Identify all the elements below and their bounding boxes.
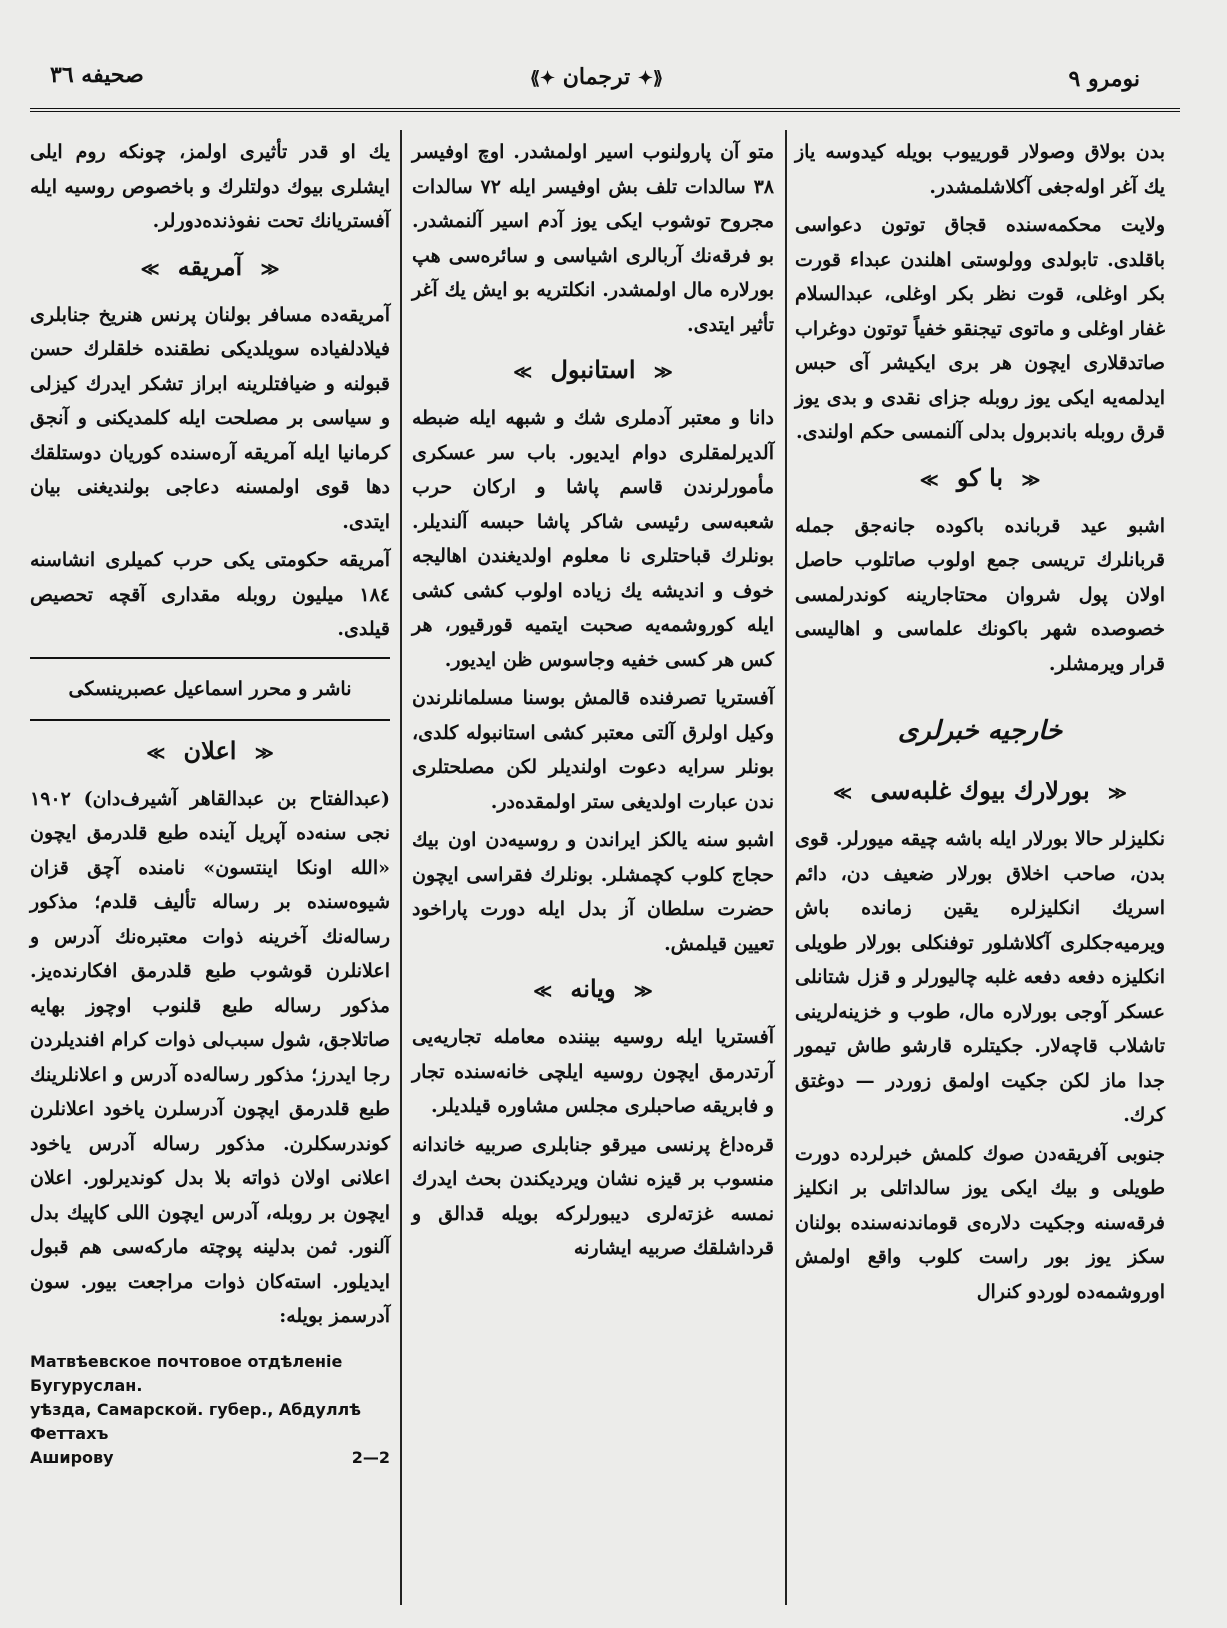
address-line [30,1446,390,1470]
article-paragraph: قره‌داغ پرنسى ميرقو جنابلرى صربيه خاندانه منسوب بر قيزه نشان ويرديكندن بحث ايدرك نمسه غزته‌لرى ديبورلركه بويله قدالق و قرداشلقك صربيه ايشارنه [412,1133,774,1259]
ornament-icon: ≪ [633,981,653,1002]
ornament-icon: ≫ [146,742,166,764]
ornament-icon: ≪ [653,362,673,383]
ornament-icon: ≪ [1107,783,1127,804]
ornament-icon: ≪ [254,742,274,764]
heading-text: بورلارك بيوك غلبه‌سى [870,776,1090,805]
article-paragraph: نكليزلر حالا بورلار ايله باشه چيقه ميورلر. قوى بدن، صاحب اخلاق بورلار ضعيف دن، دائم اسريك انكليزلره يقين زمانده باش ويرميه‌جكلرى آكلاشلور توفنكلى بورلار طويلى انكليزه دفعه دفعه غلبه چاليورلر و قزل شتانلى عسكر آوجى بورلاره مال، طوب و خزينه‌لرينى تاشلاب قاچه‌لار. جكيتلره قارشو طاش تيمور جدا ماز لكن جكيت اولمق زوردر — دوغتق كرك. [795,828,1165,1126]
article-paragraph: آفستريا ايله روسيه بيننده معامله تجاريه‌يى آرتدرمق ايچون روسيه ايلچى خانه‌سنده تجار و فابريقه صاحبلرى مجلس مشاوره قيلديلر. [412,1026,774,1117]
heading-istanbul [412,350,774,393]
column-middle [412,135,774,1270]
heading-announcement [30,731,390,774]
article-paragraph: آمريقه حكومتى يكى حرب كميلرى انشاسنه ١٨٤ ميليون روبله مقدارى آقچه تحصيص قيلدى. [30,549,390,640]
announcement-text: (عبدالفتاح بن عبدالقاهر آشيرف‌دان) ١٩٠٢ نجى سنه‌ده آپريل آينده طبع قلدرمق ايچون «الله اونكا اينتسون» نامنده آچق قزان شيوه‌سنده بر رساله تأليف قلدم؛ مذكور رساله‌نك آخرينه ذوات معتبره‌نك آدرس و اعلانلرن قوشوب طبع قلدرمق افكارنده‌يز. مذكور رساله طبع قلنوب اوچوز بهايه صاتلاجق، شول سبب‌لى ذوات كرام افنديلردن رجا ايدرز؛ مذكور رساله‌ده آدرس و اعلانلرينك طبع قلدرمق ايچون آدرسلرن ياخود اعلانلرن كوندرسكلرن. مذكور رساله آدرس ياخود اعلانى اولان ذواته بلا بدل كونديرلور. اعلان ايچون بر روبله، آدرس ايچون اللى كاپيك بدل آلنور. ثمن بدلينه پوچته ماركه‌سى هم قبول ايديلور. استه‌كان ذوات مراجعت بيور. سون آدرسمز بويله: [30,787,390,1327]
heading-text: استانبول [550,355,636,384]
insertion-count: 2—2 [351,1447,390,1467]
address-name: Аширову [30,1447,114,1467]
section-title: خارجيه خبرلرى [897,716,1063,746]
ornament-icon: ≫ [140,258,160,280]
postal-address [30,1350,390,1470]
ornament-icon: ≫ [513,362,533,383]
heading-boers [795,771,1165,814]
newspaper-title [530,64,663,90]
heading-text: ويانه [570,974,616,1003]
heading-text: با كو [956,462,1004,492]
article-paragraph: بدن بولاق وصولار قورييوب بويله كيدوسه ياز يك آغر اوله‌جغى آكلاشلمشدر. [795,141,1165,198]
ornament-icon: ≫ [833,783,852,804]
column-left [30,135,390,1470]
article-paragraph: يك او قدر تأثيرى اولمز، چونكه روم ايلى ايشلرى بيوك دولتلرك و باخصوص روسيه ايله آفستريانك تحت نفوذنده‌دورلر. [30,141,390,232]
ornament-icon: ⟪✦ [637,68,663,89]
article-paragraph: اشبو سنه يالكز ايراندن و روسيه‌دن اون بيك حجاج كلوب كچمشلر. بونلرك فقراسى ايچون حضرت سلطان آز بدل ايله دورت پاراخود تعيين قيلمش. [412,829,774,955]
article-paragraph: آفستريا تصرفنده قالمش بوسنا مسلمانلرندن وكيل اولرق آلتى معتبر كشى استانبوله كلدى، بونلر سرايه دعوت اولنديلر لكن مصلحتلرى ندن عبارت اولديغى ستر اولمقده‌در. [412,687,774,813]
ornament-icon: ✦⟫ [530,68,556,89]
divider [30,719,390,721]
header-rule [30,108,1180,112]
heading-text: آمريقه [177,251,243,281]
article-paragraph: آمريقه‌ده مسافر بولنان پرنس هنريخ جنابلرى فيلادلفياده سويلديكى نطقنده خلقلرك حسن قبولنه و ضيافتلرينه ابراز تشكر ايدرك كيزلى و سياسى بر مصلحت ايله كلمديكنى و آنجق كرمانيا ايله آمريقه آره‌سنده كوريان دوستلقك دها قوى اولمسنه دعاجى بولنديغنى بيان ايتدى. [30,303,390,533]
heading-vienna [412,969,774,1012]
ornament-icon: ≫ [533,981,553,1002]
column-divider [785,130,787,1605]
address-line: Матвѣевское почтовое отдѣленіе Бугуруслан. [30,1351,343,1395]
issue-number: نومرو ٩ [1068,66,1140,92]
publisher-line: ناشر و محرر اسماعيل عصبرينسكى [68,677,352,700]
newspaper-title-text: ترجمان [562,64,631,90]
ornament-icon: ≫ [919,469,939,491]
column-divider [400,130,402,1605]
heading-baku [795,458,1165,501]
article-paragraph: متو آن پارولنوب اسير اولمشدر. اوچ اوفيسر ٣٨ سالدات تلف بش اوفيسر ايله ٧٢ سالدات مجروح توشوب ايكى يوز آدم اسير آلنمشدر. بو فرقه‌نك آربالرى اشياسى و سائره‌سى هپ بورلاره مال اولمشدر. انكلتريه بو ايش يك آغر تأثير ايتدى. [412,141,774,336]
article-paragraph: دانا و معتبر آدملرى شك و شبهه ايله ضبطه آلديرلمقلرى دوام ايديور. باب سر عسكرى مأمورلرندن قاسم پاشا و اركان حرب شعبه‌سى رئيسى شاكر پاشا حبسه آلنديلر. بونلرك قباحتلرى نا معلوم اولديغندن اهاليجه خوف و انديشه يك زياده اولوب كشى كشى ايله كوروشمه‌يه صحبت ايتميه قورقيور، هر كس هر كسى خفيه وجاسوس ظن ايديور. [412,407,774,671]
heading-america [30,247,390,290]
page-number: صحيفه ٣٦ [50,62,144,88]
divider [30,657,390,659]
ornament-icon: ≪ [1021,469,1041,491]
address-line: уѣзда, Самарской. губер., Абдуллѣ Феттахъ [30,1399,362,1443]
article-paragraph: جنوبى آفريقه‌دن صوك كلمش خبرلرده دورت طويلى و بيك ايكى يوز سالداتلى بر انكليز فرقه‌سنه وجكيت دلاره‌ى قوماندنه‌سنده بولنان سكز يوز بور راست كلوب واقع اولمش اوروشمه‌ده لوردو كنرال [795,1142,1165,1303]
article-paragraph: اشبو عيد قربانده باكوده جانه‌جق جمله قربانلرك تريسى جمع اولوب صاتلوب حاصل اولان پول شروان محتاجارينه كوندرلمسى خصوصده شهر باكونك علماسى و اهاليسى قرار ويرمشلر. [795,514,1165,675]
heading-text: اعلان [183,735,237,765]
masthead [30,60,1180,105]
column-right [795,135,1165,1313]
ornament-icon: ≪ [260,258,280,280]
article-paragraph: ولايت محكمه‌سنده قجاق توتون دعواسى باقلدى. تابولدى وولوستى اهلندن عبداء قورت بكر اوغلى، قوت نظر بكر اوغلى، عبدالسلام غفار اوغلى و ماتوى تيجنقو خفياً توتون دوغراب صاتدقلارى ايچون هر برى ايكيشر آى حبس ايدلمه‌يه ايكى يوز روبله جزاى نقدى و بدى يوز قرق روبله باندبرول بدلى آلنمسى حكم اولندى. [795,214,1165,443]
